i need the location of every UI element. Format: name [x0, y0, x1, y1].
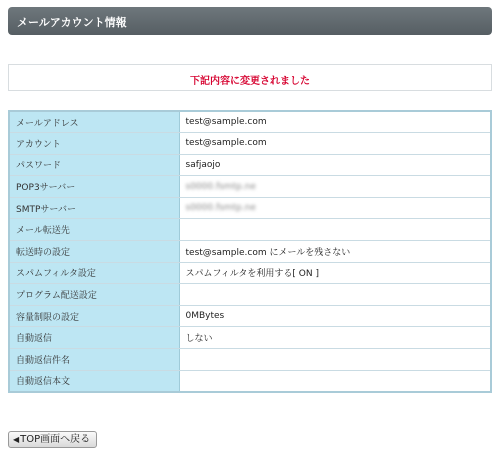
table-row — [9, 176, 491, 198]
row-label-auto-reply: 自動返信 — [9, 327, 179, 349]
row-label-account: アカウント — [9, 133, 179, 155]
triangle-left-icon: ◀ — [13, 435, 20, 444]
row-label-auto-reply-body: 自動返信本文 — [9, 370, 179, 392]
row-value-password: safjaojo — [179, 154, 491, 176]
row-label-quota: 容量制限の設定 — [9, 305, 179, 327]
table-row — [9, 219, 491, 241]
table-row — [9, 284, 491, 306]
row-label-program-delivery: プログラム配送設定 — [9, 284, 179, 306]
row-label-smtp: SMTPサーバー — [9, 197, 179, 219]
table-row — [9, 262, 491, 284]
table-row — [9, 305, 491, 327]
row-value-auto-reply-body — [179, 370, 491, 392]
page-title: メールアカウント情報 — [17, 16, 127, 29]
table-row — [9, 197, 491, 219]
row-value-auto-reply: しない — [179, 327, 491, 349]
table-row — [9, 370, 491, 392]
account-info-table — [8, 110, 492, 393]
table-row — [9, 349, 491, 371]
back-to-top-button[interactable] — [8, 431, 97, 448]
row-label-spam-filter: スパムフィルタ設定 — [9, 262, 179, 284]
status-message: 下記内容に変更されました — [190, 76, 310, 87]
row-label-email: メールアドレス — [9, 111, 179, 133]
blurred-value: s0000.fsmtp.ne — [185, 181, 256, 192]
row-value-program-delivery — [179, 284, 491, 306]
row-value-quota: 0MBytes — [179, 305, 491, 327]
row-value-account: test@sample.com — [179, 133, 491, 155]
table-row — [9, 133, 491, 155]
back-to-top-label: TOP画面へ戻る — [20, 434, 91, 445]
row-value-forward — [179, 219, 491, 241]
row-value-pop3 — [179, 176, 491, 198]
row-label-auto-reply-subject: 自動返信件名 — [9, 349, 179, 371]
table-row — [9, 241, 491, 263]
row-value-spam-filter: スパムフィルタを利用する[ ON ] — [179, 262, 491, 284]
row-label-forward: メール転送先 — [9, 219, 179, 241]
table-row — [9, 111, 491, 133]
row-value-auto-reply-subject — [179, 349, 491, 371]
row-value-forward-setting: test@sample.com にメールを残さない — [179, 241, 491, 263]
row-value-smtp — [179, 197, 491, 219]
status-notice — [8, 64, 492, 91]
table-row — [9, 327, 491, 349]
row-label-password: パスワード — [9, 154, 179, 176]
blurred-value: s0000.fsmtp.ne — [185, 203, 256, 214]
row-value-email: test@sample.com — [179, 111, 491, 133]
section-header — [8, 7, 492, 35]
row-label-forward-setting: 転送時の設定 — [9, 241, 179, 263]
row-label-pop3: POP3サーバー — [9, 176, 179, 198]
table-row — [9, 154, 491, 176]
